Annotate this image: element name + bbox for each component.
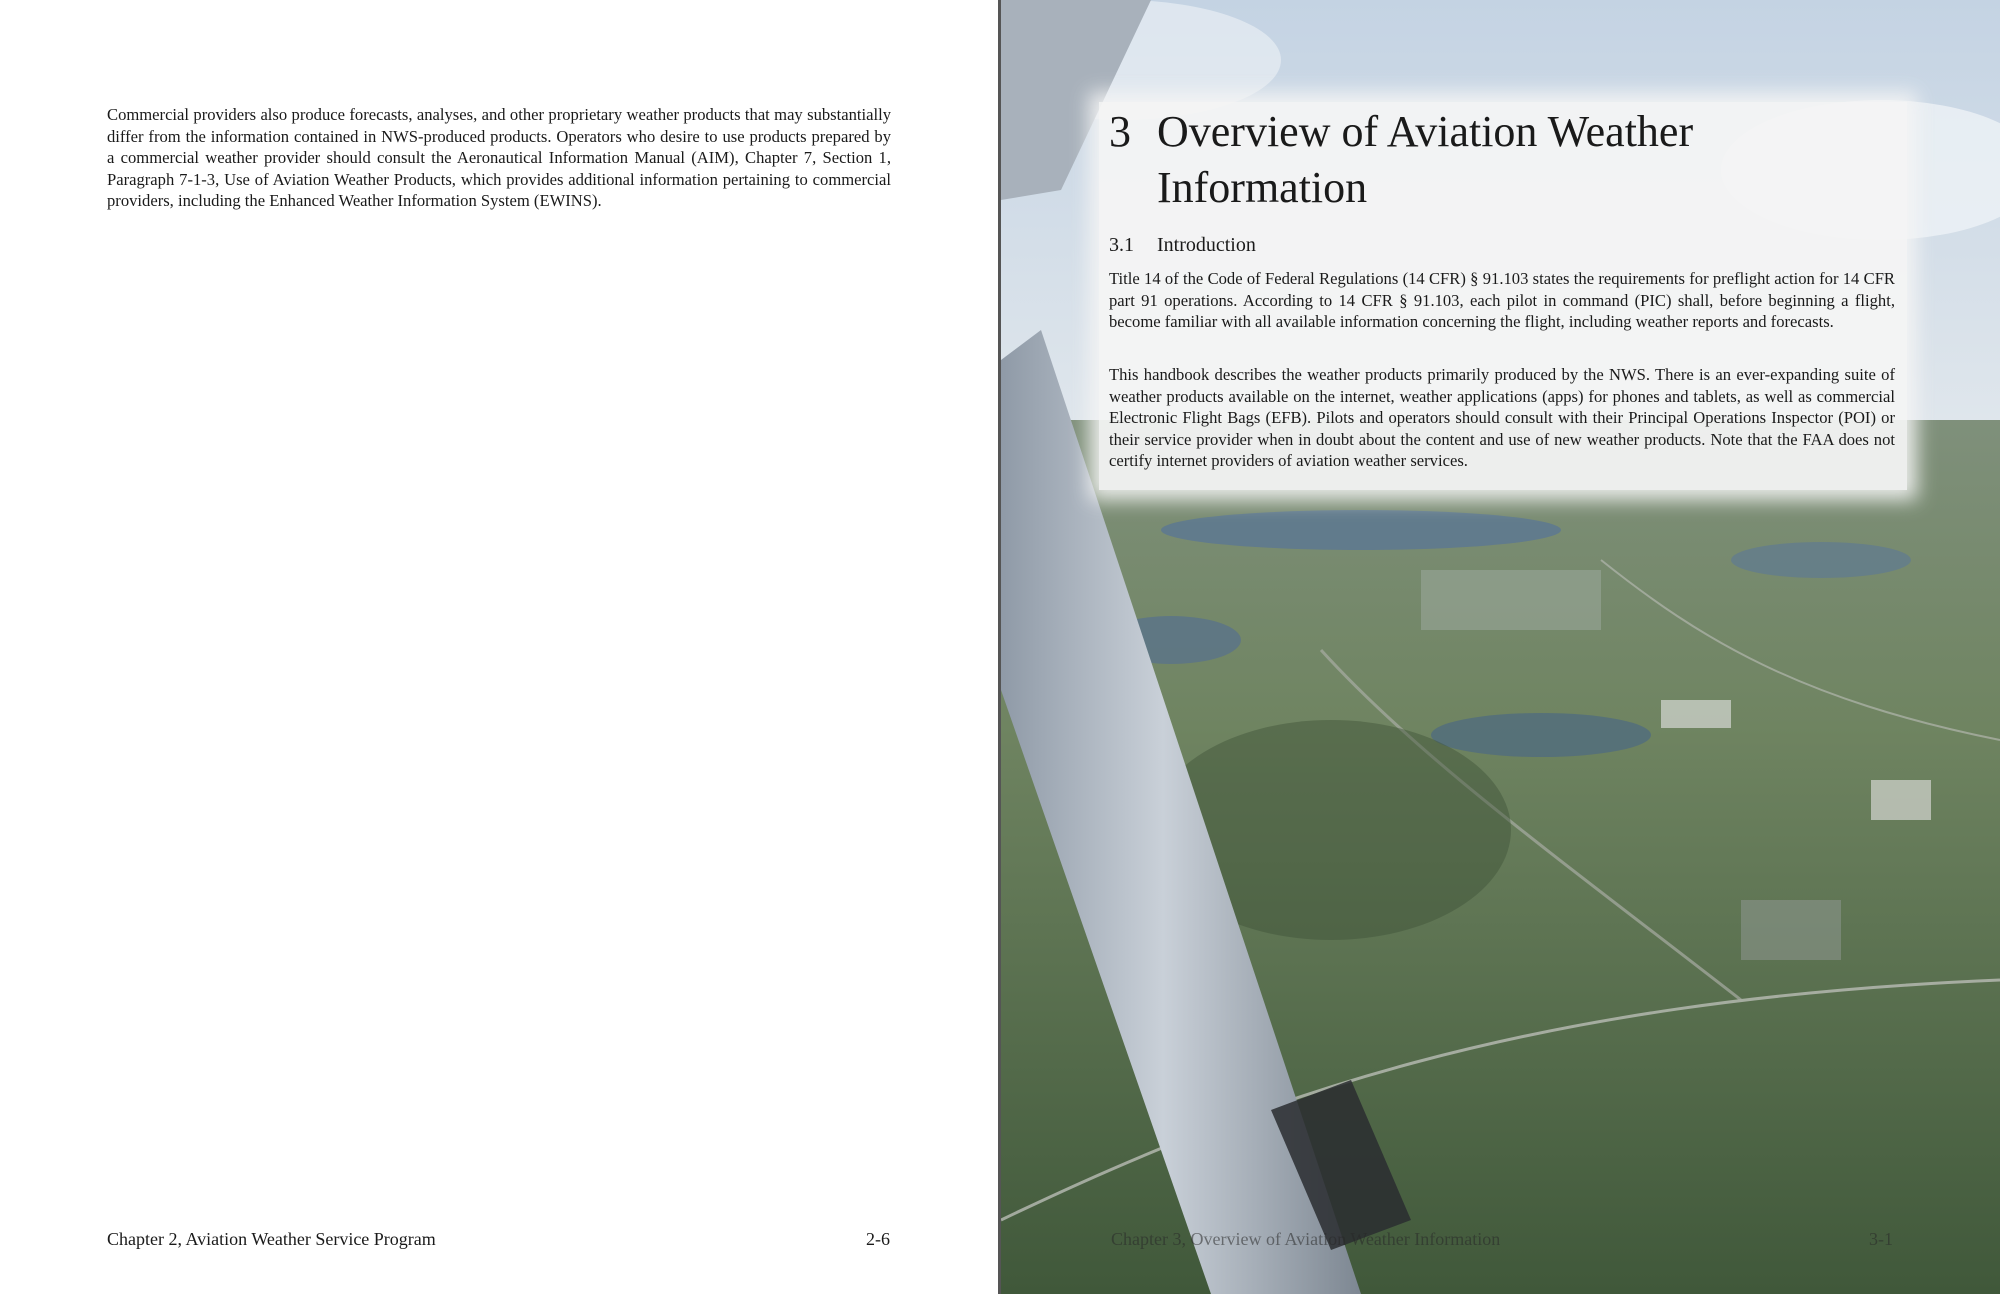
right-page — [1001, 0, 2000, 1294]
section-title: Introduction — [1157, 234, 1256, 256]
right-footer-title: Chapter 3, Overview of Aviation Weather Information — [1111, 1229, 1501, 1249]
left-footer-title: Chapter 2, Aviation Weather Service Program — [107, 1229, 436, 1249]
section-number: 3.1 — [1109, 234, 1134, 256]
left-footer-page-number: 2-6 — [866, 1229, 890, 1249]
intro-paragraph-2: This handbook describes the weather products primarily produced by the NWS. There is an ever-expanding suite of weather products available on the internet, weather applications (apps) for phones and tablets, as well as commercial Electronic Flight Bags (EFB). Pilots and operators should consult with their Principal Operations Inspector (POI) or their service provider when in doubt about the content and use of new weather products. Note that the FAA does not certify internet providers of aviation weather services. — [1109, 365, 1895, 471]
chapter-number: 3 — [1109, 107, 1131, 156]
right-footer-page-number: 3-1 — [1869, 1229, 1893, 1249]
intro-paragraph-1: Title 14 of the Code of Federal Regulations (14 CFR) § 91.103 states the requirements for preflight action for 14 CFR part 91 operations. According to 14 CFR § 91.103, each pilot in command (PIC) shall, before beginning a flight, become familiar with all available information concerning the flight, including weather reports and forecasts. — [1109, 269, 1895, 332]
left-body-paragraph: Commercial providers also produce forecasts, analyses, and other proprietary weather products that may substantially differ from the information contained in NWS-produced products. Operators who desire to use products prepared by a commercial weather provider should consult the Aeronautical Information Manual (AIM), Chapter 7, Section 1, Paragraph 7-1-3, Use of Aviation Weather Products, which provides additional information pertaining to commercial providers, including the Enhanced Weather Information System (EWINS). — [107, 105, 891, 211]
chapter-title: Overview of Aviation Weather Information — [1157, 107, 1694, 212]
